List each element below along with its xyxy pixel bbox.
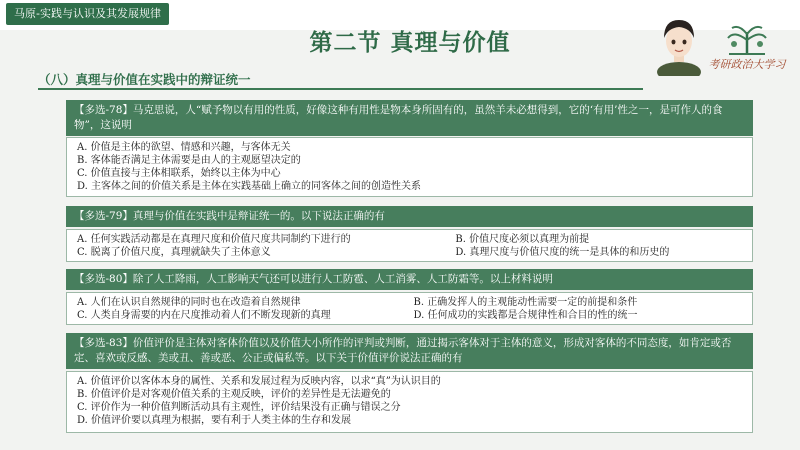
option-b: B. 价值尺度必须以真理为前提 [455, 234, 590, 245]
option-a: A. 价值评价以客体本身的属性、关系和发展过程为反映内容，以求“真”为认识目的 [77, 376, 441, 387]
section-heading: （八）真理与价值在实践中的辩证统一 [38, 72, 251, 87]
option-a: A. 人们在认识自然规律的同时也在改造着自然规律 [77, 297, 301, 308]
option-c: C. 价值直接与主体相联系，始终以主体为中心 [77, 168, 281, 179]
question-78-stem: 【多选-78】马克思说，人“赋予物以有用的性质，好像这种有用性是物本身所固有的，虽然羊未必想得到，它的‘有用’性之一，是可作人的食物”，这说明 [66, 100, 753, 136]
chapter-tag: 马原-实践与认识及其发展规律 [6, 3, 169, 25]
option-d: D. 主客体之间的价值关系是主体在实践基础上确立的同客体之间的创造性关系 [77, 181, 422, 192]
question-80-options [66, 292, 753, 325]
option-a: A. 价值是主体的欲望、情感和兴趣，与客体无关 [77, 142, 291, 153]
question-80-stem: 【多选-80】除了人工降雨，人工影响天气还可以进行人工防雹、人工消雾、人工防霜等。以上材料说明 [66, 269, 753, 290]
option-b: B. 正确发挥人的主观能动性需要一定的前提和条件 [413, 297, 638, 308]
section-divider [38, 88, 643, 90]
option-c: C. 脱离了价值尺度，真理就缺失了主体意义 [77, 247, 271, 258]
option-c: C. 评价作为一种价值判断活动具有主观性，评价结果没有正确与错误之分 [77, 402, 401, 413]
question-83-options [66, 371, 753, 433]
question-78-options [66, 137, 753, 197]
option-b: B. 价值评价是对客观价值关系的主观反映，评价的差异性是无法避免的 [77, 389, 391, 400]
avatar [650, 14, 708, 76]
option-d: D. 任何成功的实践都是合规律性和合目的性的统一 [413, 310, 638, 321]
question-79-stem: 【多选-79】真理与价值在实践中是辩证统一的。以下说法正确的有 [66, 206, 753, 227]
tree-logo-icon [704, 20, 790, 58]
question-83-stem: 【多选-83】价值评价是主体对客体价值以及价值大小所作的评判或判断，通过揭示客体对于主体的意义，形成对客体的不同态度，如肯定或否定、喜欢或反感、美或丑、善或恶、公正或偏私等。以下关于价值评价说法正确的有 [66, 333, 753, 369]
question-79-options [66, 229, 753, 262]
option-d: D. 价值评价要以真理为根据，要有利于人类主体的生存和发展 [77, 415, 352, 426]
option-a: A. 任何实践活动都是在真理尺度和价值尺度共同制约下进行的 [77, 234, 351, 245]
brand-logo [704, 20, 790, 78]
brand-name: 考研政治大学习 [708, 58, 786, 71]
page-title: 第二节 真理与价值 [309, 30, 511, 56]
option-c: C. 人类自身需要的内在尺度推动着人们不断发现新的真理 [77, 310, 331, 321]
option-d: D. 真理尺度与价值尺度的统一是具体的和历史的 [455, 247, 670, 258]
option-b: B. 客体能否满足主体需要是由人的主观愿望决定的 [77, 155, 301, 166]
